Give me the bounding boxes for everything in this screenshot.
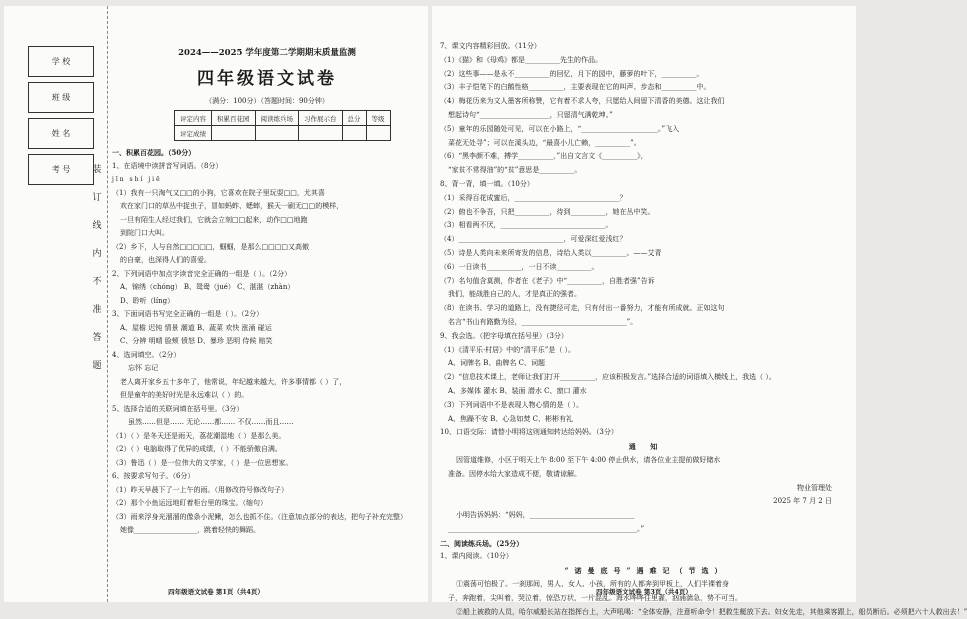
question-line: A、锦绣（chóng） B、鸳鸯（jué） C、湛湛（zhàn） — [120, 283, 295, 291]
score-header-cell: 总分 — [342, 111, 366, 126]
question-line: 8、背一背，填一填。（10分） — [440, 179, 534, 188]
info-id-label: 考 号 — [29, 155, 94, 185]
question-line: （1）昨天早晨下了一上午的雨。（用修改符号修改句子） — [112, 485, 288, 494]
question-line: 到院门口大叫。 — [120, 229, 169, 237]
section-heading: 一、积累百花园。（50分） — [112, 148, 196, 157]
question-line: （2）（ ）电脑取得了优异的成绩，（ ）不能骄傲自满。 — [112, 445, 282, 453]
question-line: 的自豪，也深得人们的喜爱。 — [120, 256, 211, 264]
cutline-char: 题 — [92, 361, 102, 371]
question-line: 因管道维修，小区于明天上午 8:00 至下午 4:00 停止供水，请各位业主提前做好储水 — [456, 455, 721, 464]
question-line: 欢在家门口的草丛中捉虫子，冒如蚂蚱、蟋蟀，猴天一刷无□□的模样， — [120, 202, 344, 210]
section-heading: 二、阅读练兵场。（25分） — [440, 538, 524, 548]
question-line: （4）______________________________，可爱深红爱浅红？ — [440, 235, 627, 244]
question-line: A、屋檐 迟钝 情景 潮道 B、蔬菜 欢快 涨涌 碰运 — [120, 323, 272, 332]
exam-title: 四年级语文试卷 — [197, 69, 337, 89]
question-line: 2、下列词语中加点字读音完全正确的一组是（ ）。（2分） — [112, 269, 292, 278]
page-footer-left: 四年级语文试卷 第1页（共4页） — [168, 588, 264, 596]
info-class-label: 班 级 — [29, 83, 94, 113]
score-header-cell: 等级 — [366, 111, 390, 126]
question-line: （3）相看两不厌，______________________________。 — [440, 221, 613, 230]
question-line: （3）鲁迅（ ）是一位伟大的文学家，（ ）是一位思想家。 — [112, 458, 293, 467]
question-line: 物业管理处 — [797, 483, 832, 492]
cutline-char: 线 — [92, 221, 102, 231]
question-line: 虽然……但是…… 无论……都…… 不仅……而且…… — [128, 418, 294, 426]
question-line: 忘怀 忘记 — [128, 364, 159, 372]
question-line: （2）乡下，人与自然□□□□□，蝈蝈，是那么□□□□又高傲 — [112, 242, 309, 251]
question-line: （2）那个小鱼运远地盯着柜台里的珠宝。（缩句） — [112, 499, 267, 507]
exam-meta: （满分：100分）（答题时间：90分钟） — [205, 97, 329, 105]
cutline-char: 准 — [92, 305, 102, 315]
question-line: 菜花无处寻”；可以在溪头边，“最喜小儿亡赖，__________”。 — [448, 138, 641, 147]
left-page-body — [112, 146, 422, 538]
score-header-cell: 阅读练兵场 — [255, 111, 299, 126]
question-line: （1）我有一只淘气又□□的小狗，它喜欢在院子里玩耍□□，尤其喜 — [112, 188, 325, 197]
question-line: （7）名句值含莫测，作者在《老子》中“__________，自胜者强”告诉 — [440, 276, 655, 285]
question-line: 一旦有陌生人经过我们，它就会立刻□□起来，动作□□地跑 — [120, 215, 308, 224]
question-line: 但是童年的美好时光是永远难以（ ）的。 — [120, 391, 249, 399]
question-line: （1）《猫》和《母鸡》都是__________先生的作品。 — [440, 55, 602, 64]
question-line: 5、选择合适的关联词填在括号里。（3分） — [112, 404, 244, 413]
info-school-label: 学 校 — [29, 47, 94, 77]
question-line: 3、下面词语书写完全正确的一组是（ ）。（2分） — [112, 310, 264, 318]
question-line: （3）下列词语中不是表现人物心情的是（ ）。 — [440, 400, 584, 409]
question-line: 子，奔跑着，尖叫着，哭泣着，惊恐万状，一片混乱。海水哗哗往里灌，汹涌湍急，势不可当。 — [448, 593, 742, 602]
question-line: 我们，能战胜自己的人，才是真正的强者。 — [448, 290, 581, 299]
score-table — [174, 110, 391, 141]
question-line: （1）（ ）是冬天还是雨天，荔花潮湿地（ ）是那么美。 — [112, 431, 286, 440]
score-header-cell: 习作展示台 — [299, 111, 343, 126]
question-line: 9、我会选。（把字母填在括号里）（3分） — [440, 331, 568, 340]
score-cell[interactable] — [342, 126, 366, 141]
question-line: 通 知 — [628, 442, 664, 452]
question-line: 2025 年 7 月 2 日 — [773, 497, 832, 506]
question-line: （5）诗是人类向未来所寄发的信息，诗给人类以__________。——艾青 — [440, 248, 662, 257]
question-line: 想起诗句“____________________，只留清气满乾坤。” — [448, 110, 613, 119]
question-line: C、分辨 明晴 脸颊 愤怒 D、暴珍 恶明 侍候 赔笑 — [120, 337, 273, 345]
question-line: ______________________________________________________。” — [448, 524, 645, 533]
question-line: ①震荡可怕极了。一刹那间，男人、女人、小孩，所有的人都奔到甲板上，人们半裸着身 — [456, 580, 729, 589]
question-line: （3）丰子恺笔下的白鹅性格__________，主要表现在它的叫声、步态和__________中。 — [440, 83, 711, 92]
cutline-char: 内 — [92, 249, 102, 259]
question-line: （2）俯也不争吾，只把__________，待到__________，她在丛中笑。 — [440, 207, 655, 216]
exam-page-left — [4, 6, 428, 602]
question-line: 1、在语境中读拼音写词语。（8分） — [112, 161, 223, 170]
question-line: A、焦躁不安 B、心急如焚 C、彬彬有礼 — [448, 414, 574, 423]
question-line: jīn shí jiē — [112, 176, 162, 183]
score-cell[interactable] — [212, 126, 256, 141]
score-cell[interactable] — [366, 126, 390, 141]
question-line: 6、按要求写句子。（6分） — [112, 472, 195, 480]
question-line: 1、课内阅读。（10分） — [440, 552, 513, 561]
question-line: 她像__________________，跳着轻快的舞蹈。 — [120, 526, 260, 534]
question-line: 准备。因停水给大家造成不便，敬请谅解。 — [448, 469, 581, 478]
question-line: （1）《清平乐·村居》中的“清平乐”是（ ）。 — [440, 345, 576, 354]
question-line: D、聆听（líng） — [120, 296, 175, 305]
student-info-table — [28, 46, 94, 185]
page-footer-right: 四年级语文试卷 第3页（共4页） — [596, 588, 692, 596]
question-line: “家贫不常得油”的“贫”意思是__________。 — [448, 166, 582, 175]
question-line: “诺曼底号”遇难记（节选） — [564, 566, 728, 576]
question-line: 4、选词填空。（2分） — [112, 350, 181, 359]
question-line: （2）“信息技术课上，老师让我们打开__________，应该积极发言。”选择合适的词语填入横线上，我选（ ）。 — [440, 373, 776, 382]
score-cell[interactable] — [299, 126, 343, 141]
binding-cutline-text — [90, 156, 104, 380]
cutline-char: 订 — [92, 193, 102, 203]
cutline-char: 不 — [92, 277, 102, 287]
question-line: 7、课文内容精彩回放。（11分） — [440, 42, 541, 50]
question-line: 名言“书山有路勤为径，______________________________”。 — [448, 317, 638, 326]
cutline-char: 装 — [92, 165, 102, 175]
question-line: 小明告诉妈妈：“妈妈，______________________________ — [456, 511, 635, 520]
question-line: 老人离开家乡五十多年了，他常说，年纪越来越大，许多事情都（ ）了， — [120, 377, 347, 386]
cutline-char: 答 — [92, 333, 102, 343]
question-line: （3）雨来浮身光溜溜的像条小泥鳅，怎么也抓不住。（注意加点部分的表达，把句子补充完整） — [112, 512, 407, 521]
question-line: （4）梅花历来为文人墨客所称赞，它有着不求人夸，只愿给人间留下清香的美德。这让我们 — [440, 97, 725, 106]
question-line: （1）采得百花成蜜后，______________________________？ — [440, 193, 627, 202]
exam-page-right — [432, 6, 967, 616]
right-page-body — [440, 40, 967, 619]
info-name-label: 姓 名 — [29, 119, 94, 149]
binding-margin — [4, 6, 108, 602]
exam-subtitle: 2024——2025 学年度第二学期期末质量监测 — [178, 48, 356, 58]
question-line: 10、口语交际：请替小明将这则通知转达给妈妈。（3分） — [440, 428, 618, 437]
question-line: （2）这些事——是永不__________的回忆，月下的园中，藤萝的叶下，__________。 — [440, 69, 704, 78]
question-line: （6）一日读书__________，一日不读__________。 — [440, 262, 599, 271]
question-line: ②船上被救的人员，哈尔威船长站在指挥台上，大声吼喝：“全体安静，注意听命令！把救生艇放下去。妇女先走，其他乘客跟上，船员断后。必须把六十人救出去！” — [456, 607, 967, 616]
question-line: （5）童年的乐园随处可见，可以在小路上，“______________________。”飞入 — [440, 124, 680, 133]
question-line: （6）“黑李颜不难，搏学__________，”出自文言文《__________》， — [440, 152, 648, 161]
score-header-cell: 评定内容 — [175, 111, 212, 126]
question-line: （8）在读书、学习的道路上，没有捷径可走，只有付出一番努力，才能有所成就。正如这句 — [440, 304, 725, 313]
score-row-label: 评定成绩 — [175, 126, 212, 141]
question-line: A、多媒体 灌水 B、装面 潜水 C、窗口 灌水 — [448, 386, 587, 395]
score-header-cell: 积累百花园 — [212, 111, 256, 126]
question-line: A、词牌名 B、曲牌名 C、词题 — [448, 359, 546, 368]
score-cell[interactable] — [255, 126, 299, 141]
